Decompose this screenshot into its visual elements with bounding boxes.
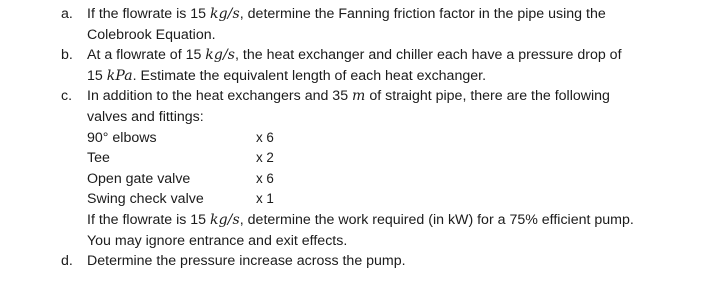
fitting-row [87,169,702,190]
question-item [0,251,720,272]
fittings-list [87,128,702,210]
question-marker: a. [61,6,73,22]
question-text-line [87,86,702,107]
text-segment: If the flowrate is 15 [87,6,211,22]
math-unit: kg/s [205,47,236,64]
fitting-name: Open gate valve [87,170,191,187]
text-segment: If the flowrate is 15 [87,211,211,228]
question-text-line [87,45,702,66]
fitting-quantity: x 1 [256,191,274,207]
math-unit: kPa [106,67,133,84]
fitting-quantity: x 6 [256,129,274,145]
fitting-row [87,148,702,169]
fitting-name: Tee [87,150,110,167]
text-segment: . Estimate the equivalent length of each heat exchanger. [132,67,487,84]
question-text-line [87,210,702,231]
text-segment: Determine the pressure increase across the pump. [87,253,406,270]
text-segment: You may ignore entrance and exit effects. [87,232,348,249]
question-text-line [87,25,702,46]
question-list [0,4,720,272]
question-text-line [87,66,702,87]
text-segment: In addition to the heat exchangers and 35 [87,88,353,105]
fitting-row [87,189,702,210]
question-text-line [87,4,702,25]
question-item [0,4,720,45]
text-segment: valves and fittings: [87,108,204,125]
fitting-name: 90° elbows [87,129,157,146]
fitting-quantity: x 6 [256,170,274,186]
text-segment: 15 [87,67,107,84]
text-segment: , determine the Fanning friction factor in the pipe using the [239,6,606,22]
question-text-line [87,231,702,252]
question-text-line [87,107,702,128]
text-segment: Colebrook Equation. [87,26,216,43]
text-segment: , determine the work required (in kW) for a 75% efficient pump. [239,211,634,228]
text-segment: , the heat exchanger and chiller each have a pressure drop of [235,47,622,64]
text-segment: At a flowrate of 15 [87,47,206,64]
math-unit: kg/s [210,6,240,22]
text-segment: of straight pipe, there are the following [365,88,610,105]
question-item [0,86,720,251]
question-item [0,45,720,86]
fitting-name: Swing check valve [87,191,204,208]
question-marker: d. [61,253,73,270]
question-text-line [87,251,702,272]
question-marker: b. [61,47,73,64]
fitting-quantity: x 2 [256,150,274,166]
fitting-row [87,128,702,149]
question-marker: c. [61,88,73,105]
math-unit: m [352,88,366,105]
math-unit: kg/s [210,211,240,228]
